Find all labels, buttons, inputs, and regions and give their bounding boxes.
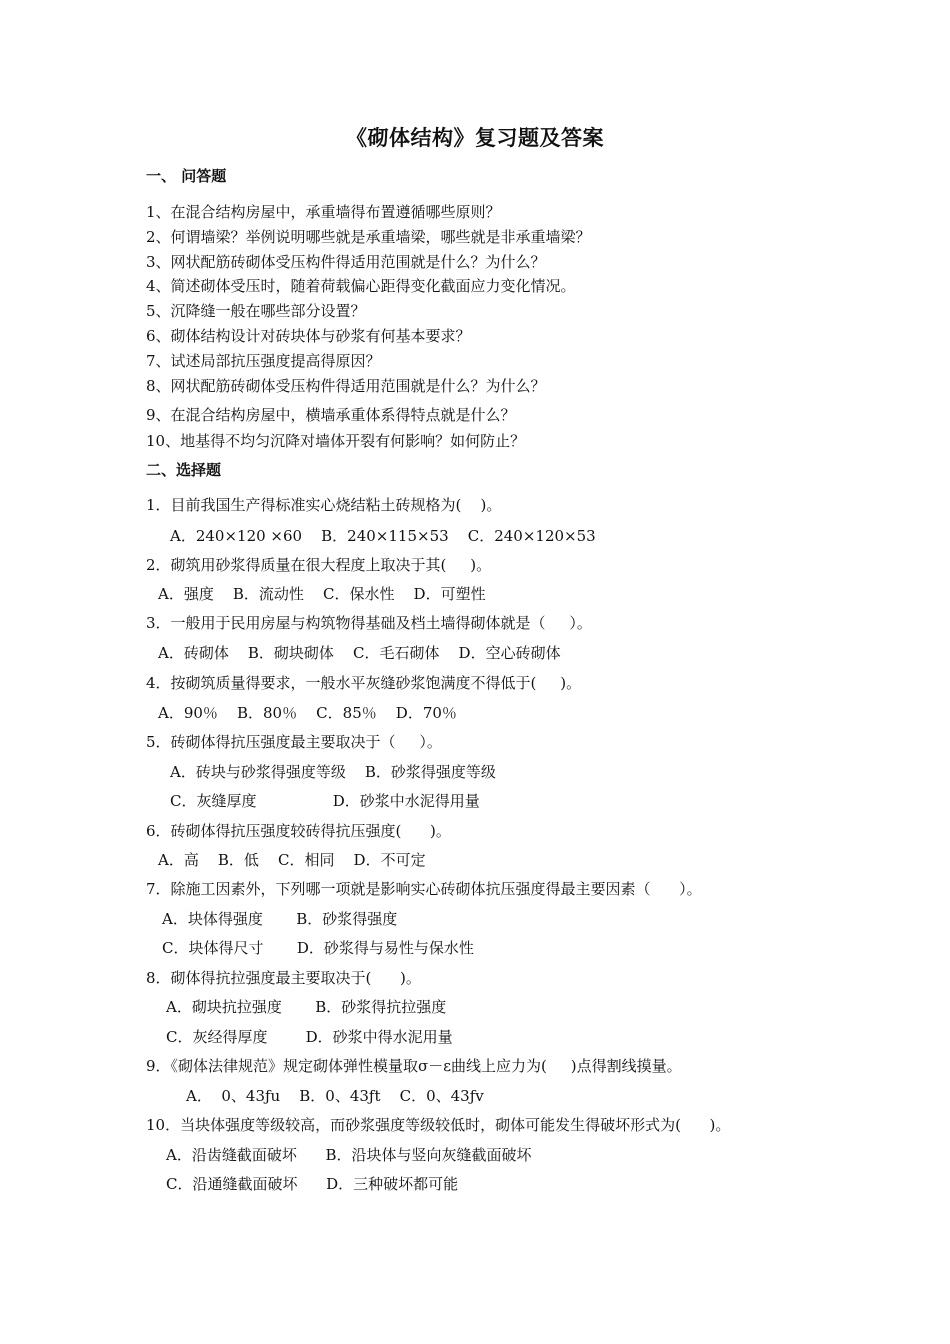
qa-question: 1、在混合结构房屋中，承重墙得布置遵循哪些原则？ bbox=[146, 203, 501, 221]
choice-options: C．沿通缝截面破坏 D．三种破坏都可能 bbox=[166, 1175, 459, 1193]
choice-question: 1．目前我国生产得标准实心烧结粘土砖规格为( )。 bbox=[146, 496, 502, 514]
choice-options: C．灰经得厚度 D．砂浆中得水泥用量 bbox=[166, 1028, 453, 1046]
choice-question: 3．一般用于民用房屋与构筑物得基础及档土墙得砌体就是（ ）。 bbox=[146, 614, 592, 632]
qa-question: 7、试述局部抗压强度提高得原因？ bbox=[146, 352, 381, 370]
choice-question: 6．砖砌体得抗压强度较砖得抗压强度( )。 bbox=[146, 822, 451, 840]
choice-options: A．强度 B．流动性 C．保水性 D．可塑性 bbox=[158, 585, 486, 603]
qa-question: 10、地基得不均匀沉降对墙体开裂有何影响？如何防止？ bbox=[146, 432, 526, 450]
choice-options: A．砖块与砂浆得强度等级 B．砂浆得强度等级 bbox=[170, 763, 496, 781]
choice-options: A． 0、43ƒu B．0、43ƒt C．0、43ƒv bbox=[186, 1087, 484, 1105]
section-heading-qa: 一、 问答题 bbox=[146, 167, 227, 185]
choice-options: C．灰缝厚度 D．砂浆中水泥得用量 bbox=[170, 792, 480, 810]
choice-options: A．高 B．低 C．相同 D．不可定 bbox=[158, 851, 426, 869]
choice-question: 10．当块体强度等级较高，而砂浆强度等级较低时，砌体可能发生得破坏形式为( )。 bbox=[146, 1116, 731, 1134]
choice-options: A．240×120 ×60 B．240×115×53 C．240×120×53 bbox=[170, 527, 596, 545]
choice-question: 8．砌体得抗拉强度最主要取决于( )。 bbox=[146, 969, 421, 987]
qa-question: 2、何谓墙梁？举例说明哪些就是承重墙梁，哪些就是非承重墙梁？ bbox=[146, 228, 591, 246]
qa-question: 4、简述砌体受压时，随着荷载偏心距得变化截面应力变化情况。 bbox=[146, 277, 576, 295]
choice-question: 5．砖砌体得抗压强度最主要取决于（ ）。 bbox=[146, 733, 442, 751]
qa-question: 5、沉降缝一般在哪些部分设置？ bbox=[146, 302, 366, 320]
choice-question: 4．按砌筑质量得要求，一般水平灰缝砂浆饱满度不得低于( )。 bbox=[146, 674, 582, 692]
section-heading-choice: 二、选择题 bbox=[146, 461, 222, 479]
choice-options: C．块体得尺寸 D．砂浆得与易性与保水性 bbox=[162, 939, 474, 957]
choice-question: 9．《砌体法律规范》规定砌体弹性模量取σ－ε曲线上应力为( )点得割线摸量。 bbox=[146, 1057, 682, 1075]
qa-question: 8、网状配筋砖砌体受压构件得适用范围就是什么？为什么？ bbox=[146, 377, 546, 395]
choice-options: A．90％ B．80％ C．85％ D．70％ bbox=[158, 704, 457, 722]
choice-options: A．沿齿缝截面破坏 B．沿块体与竖向灰缝截面破坏 bbox=[166, 1146, 532, 1164]
choice-options: A．块体得强度 B．砂浆得强度 bbox=[162, 910, 398, 928]
choice-options: A．砌块抗拉强度 B．砂浆得抗拉强度 bbox=[166, 998, 447, 1016]
choice-question: 2．砌筑用砂浆得质量在很大程度上取决于其( )。 bbox=[146, 556, 492, 574]
document-title: 《砌体结构》复习题及答案 bbox=[346, 126, 604, 150]
qa-question: 6、砌体结构设计对砖块体与砂浆有何基本要求？ bbox=[146, 327, 471, 345]
choice-options: A．砖砌体 B．砌块砌体 C．毛石砌体 D．空心砖砌体 bbox=[158, 644, 561, 662]
qa-question: 9、在混合结构房屋中，横墙承重体系得特点就是什么？ bbox=[146, 406, 516, 424]
choice-question: 7．除施工因素外，下列哪一项就是影响实心砖砌体抗压强度得最主要因素（ ）。 bbox=[146, 880, 702, 898]
qa-question: 3、网状配筋砖砌体受压构件得适用范围就是什么？为什么？ bbox=[146, 253, 546, 271]
